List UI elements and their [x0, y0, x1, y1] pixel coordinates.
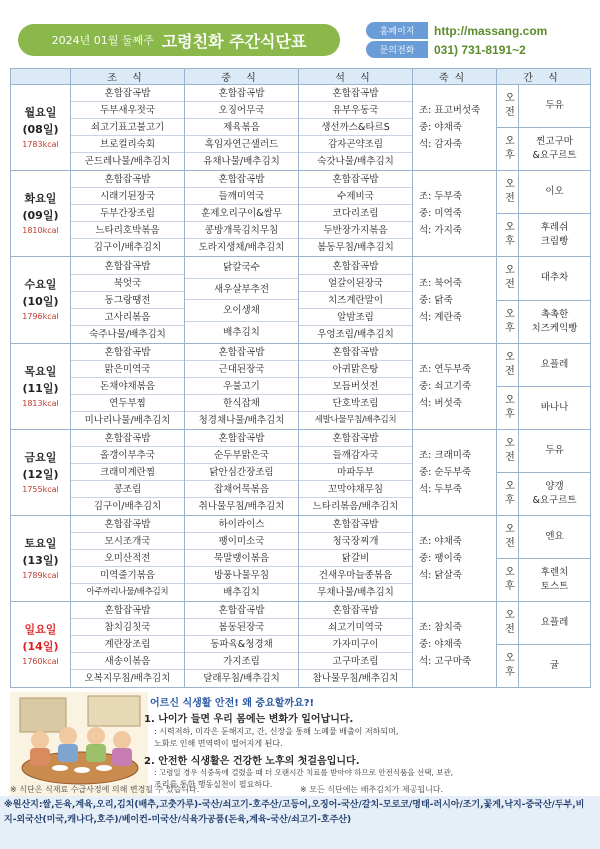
page-title: 고령친화 주간식단표	[161, 31, 307, 51]
breakfast-item: 고사리볶음	[71, 309, 184, 326]
corner-cell	[11, 69, 71, 85]
day-row	[11, 85, 591, 128]
dinner-cell	[299, 85, 413, 171]
dinner-item: 닭갈비	[299, 550, 412, 567]
pm-label: 오후	[497, 559, 519, 602]
snack-pm-item: 귤	[549, 660, 560, 671]
lunch-item: 팽이미소국	[185, 533, 298, 550]
column-header-snack: 간 식	[497, 69, 591, 85]
dinner-item: 얼갈이된장국	[299, 275, 412, 292]
day-calories: 1789kcal	[22, 570, 59, 580]
breakfast-item: 올갱이부추국	[71, 447, 184, 464]
lunch-item: 유채나물/배추김치	[203, 156, 280, 167]
breakfast-cell	[71, 516, 185, 602]
porridge-item: 중: 야채죽	[419, 639, 462, 650]
lunch-item: 혼합잡곡밥	[185, 602, 298, 619]
origin-statement: ※원산지:쌀,돈육,계육,오리,김치(배추,고춧가루)-국산/쇠고기-호주산/고등어,오징어-국산/갈치-모로코/명태-러시아/조기,꽃게,낙지-중국산/두부,비지-외국산(미국,캐나다,호주)/베이컨-미국산/식육가공품(돈육,계육-국산/쇠고기-호주산)	[4, 800, 585, 825]
breakfast-item: 새송이볶음	[71, 653, 184, 670]
day-date: (09일)	[22, 208, 59, 222]
breakfast-item: 미나리나물/배추김치	[84, 415, 171, 426]
dinner-item: 참나물무침/배추김치	[312, 673, 399, 684]
dinner-item: 쇠고기미역국	[299, 619, 412, 636]
dinner-item: 들깨감자국	[299, 447, 412, 464]
porridge-item: 석: 계란죽	[419, 311, 462, 323]
snack-am-item: 엔요	[545, 531, 564, 542]
dinner-item: 혼합잡곡밥	[299, 85, 412, 102]
porridge-item: 조: 표고버섯죽	[419, 105, 481, 116]
porridge-item: 중: 순두부죽	[419, 467, 472, 478]
snack-am-cell	[519, 85, 591, 128]
day-calories: 1755kcal	[22, 484, 59, 494]
dinner-item: 아귀맑은탕	[299, 361, 412, 378]
snack-pm-item: &요구르트	[532, 150, 577, 161]
breakfast-item: 크래미계란찜	[71, 464, 184, 481]
lunch-cell	[185, 85, 299, 171]
porridge-cell	[413, 85, 497, 171]
porridge-item: 조: 북어죽	[419, 277, 462, 289]
day-cell	[11, 257, 71, 344]
lunch-cell	[185, 602, 299, 688]
porridge-item: 석: 감자죽	[419, 139, 462, 150]
day-calories: 1783kcal	[22, 139, 59, 149]
lunch-item: 하이라이스	[185, 516, 298, 533]
lunch-item: 가지조림	[185, 653, 298, 670]
lunch-cell	[185, 516, 299, 602]
porridge-item: 조: 참치죽	[419, 622, 462, 633]
dinner-item: 꼬막야채무침	[299, 481, 412, 498]
dinner-item: 알밤조림	[299, 309, 412, 326]
breakfast-item: 김구이/배추김치	[93, 242, 162, 253]
breakfast-item: 두부새우젓국	[71, 102, 184, 119]
breakfast-item: 느타리호박볶음	[71, 222, 184, 239]
lunch-item: 봄동된장국	[185, 619, 298, 636]
am-label: 오전	[497, 257, 519, 301]
homepage-url[interactable]: http://massang.com	[434, 23, 548, 38]
breakfast-item: 혼합잡곡밥	[71, 171, 184, 188]
dinner-item: 마파두부	[299, 464, 412, 481]
day-row	[11, 257, 591, 301]
dinner-cell	[299, 344, 413, 430]
day-cell	[11, 344, 71, 430]
am-label: 오전	[497, 516, 519, 559]
snack-am-cell	[519, 602, 591, 645]
snack-am-item: 요플레	[540, 617, 569, 628]
snack-pm-cell	[519, 645, 591, 688]
day-name: 토요일	[24, 536, 57, 550]
day-name: 일요일	[24, 622, 57, 636]
porridge-item: 조: 두부죽	[419, 191, 462, 202]
lunch-cell	[185, 257, 299, 344]
info-point-1: 1. 나이가 들면 우리 몸에는 변화가 일어납니다.	[144, 714, 354, 725]
column-header-porridge: 죽식	[413, 69, 497, 85]
porridge-item: 중: 팽이죽	[419, 553, 462, 564]
snack-pm-cell	[519, 300, 591, 344]
porridge-item: 중: 쇠고기죽	[419, 381, 472, 392]
day-calories: 1813kcal	[22, 398, 59, 408]
menu-change-note: ※ 식단은 식재료 수급사정에 의해 변경될 수 있습니다.	[10, 785, 200, 794]
lunch-item: 제육볶음	[185, 119, 298, 136]
dinner-cell	[299, 602, 413, 688]
lunch-item: 새우살부추전	[185, 279, 298, 301]
lunch-item: 취나물무침/배추김치	[198, 501, 285, 512]
snack-pm-cell	[519, 128, 591, 171]
dinner-item: 세발나물무침/배추김치	[314, 415, 397, 425]
info-point-2-detail-2: 조리를 통한 행동실천이 필요하다.	[154, 780, 273, 789]
phone-label: 문의전화	[366, 41, 428, 58]
dinner-item: 봄동무침/배추김치	[317, 242, 394, 253]
day-row	[11, 171, 591, 214]
snack-am-item: 두유	[545, 100, 564, 111]
lunch-item: 훈제오리구이&쌈무	[185, 205, 298, 222]
breakfast-item: 시래기된장국	[71, 188, 184, 205]
dinner-item: 무채나물/배추김치	[317, 587, 394, 598]
day-cell	[11, 85, 71, 171]
snack-pm-item: 양갱	[545, 481, 564, 492]
breakfast-item: 맑은미역국	[71, 361, 184, 378]
weekly-menu-table	[10, 68, 591, 688]
breakfast-item: 혼합잡곡밥	[71, 258, 184, 275]
snack-am-cell	[519, 516, 591, 559]
lunch-item: 닭칼국수	[185, 257, 298, 279]
day-name: 화요일	[24, 191, 57, 205]
lunch-item: 혼합잡곡밥	[185, 430, 298, 447]
porridge-cell	[413, 171, 497, 257]
info-point-1-detail: : 시력저하, 미각은 둔해지고, 간, 신장을 통해 노폐물 배출이 저하되며,	[154, 727, 399, 736]
breakfast-item: 계란장조림	[71, 636, 184, 653]
breakfast-item: 돈채야채볶음	[71, 378, 184, 395]
phone-row	[366, 41, 526, 58]
snack-pm-item: 토스트	[540, 581, 569, 592]
pm-label: 오후	[497, 214, 519, 257]
family-dinner-illustration	[10, 692, 148, 796]
day-row	[11, 430, 591, 473]
day-row	[11, 602, 591, 645]
lunch-cell	[185, 430, 299, 516]
breakfast-item: 곤드레나물/배추김치	[84, 156, 171, 167]
header	[0, 0, 600, 68]
breakfast-item: 오미산적전	[71, 550, 184, 567]
lunch-item: 배추김치	[223, 587, 260, 598]
homepage-row	[366, 22, 547, 39]
snack-pm-item: 크림빵	[540, 236, 569, 247]
senior-safety-info	[10, 692, 590, 798]
day-date: (08일)	[22, 122, 59, 136]
snack-am-cell	[519, 257, 591, 301]
am-label: 오전	[497, 430, 519, 473]
dinner-item: 감자곤약조림	[299, 136, 412, 153]
dinner-item: 단호박조림	[299, 395, 412, 412]
dinner-item: 유부우동국	[299, 102, 412, 119]
lunch-item: 혼합잡곡밥	[185, 171, 298, 188]
snack-pm-item: 바나나	[540, 402, 569, 413]
dinner-item: 건새우마늘종볶음	[299, 567, 412, 584]
breakfast-item: 혼합잡곡밥	[71, 602, 184, 619]
porridge-cell	[413, 257, 497, 344]
dinner-item: 혼합잡곡밥	[299, 516, 412, 533]
breakfast-item: 오복지무침/배추김치	[84, 673, 171, 684]
snack-pm-item: 후레쉬	[540, 222, 569, 233]
day-row	[11, 344, 591, 387]
porridge-item: 석: 고구마죽	[419, 656, 472, 667]
snack-am-item: 이오	[545, 186, 564, 197]
breakfast-item: 모시조개국	[71, 533, 184, 550]
day-name: 월요일	[24, 105, 57, 119]
dinner-item: 치즈계란말이	[299, 292, 412, 309]
day-calories: 1810kcal	[22, 225, 59, 235]
kimchi-note: ※ 모든 식단에는 배추김치가 제공됩니다.	[300, 785, 444, 794]
porridge-item: 석: 가지죽	[419, 225, 462, 236]
snack-am-cell	[519, 344, 591, 387]
lunch-item: 혼합잡곡밥	[185, 344, 298, 361]
breakfast-item: 동그랑땡전	[71, 292, 184, 309]
info-point-2-detail: : 고령일 경우 식중독에 걸렸을 때 더 오랜시간 치료를 받아야 하므로 안전식품을 선택, 보관,	[154, 768, 454, 777]
snack-am-item: 요플레	[540, 359, 569, 370]
breakfast-cell	[71, 85, 185, 171]
day-date: (12일)	[22, 467, 59, 481]
lunch-item: 한식잡채	[185, 395, 298, 412]
dinner-cell	[299, 430, 413, 516]
dinner-item: 청국장찌개	[299, 533, 412, 550]
info-title: 어르신 식생활 안전! 왜 중요할까요?!	[150, 698, 315, 709]
pm-label: 오후	[497, 387, 519, 430]
breakfast-item: 쇠고기표고불고기	[71, 119, 184, 136]
breakfast-item: 혼합잡곡밥	[71, 430, 184, 447]
day-calories: 1760kcal	[22, 656, 59, 666]
porridge-cell	[413, 430, 497, 516]
dinner-cell	[299, 257, 413, 344]
breakfast-item: 두부간장조림	[71, 205, 184, 222]
snack-pm-cell	[519, 559, 591, 602]
dinner-item: 숙갓나물/배추김치	[317, 156, 394, 167]
porridge-item: 석: 닭살죽	[419, 570, 462, 581]
breakfast-item: 혼합잡곡밥	[71, 85, 184, 102]
day-date: (13일)	[22, 553, 59, 567]
breakfast-item: 숙주나물/배추김치	[89, 328, 166, 340]
day-cell	[11, 430, 71, 516]
breakfast-cell	[71, 430, 185, 516]
lunch-item: 방풍나물무침	[185, 567, 298, 584]
dinner-item: 코다리조림	[299, 205, 412, 222]
breakfast-item: 연두부찜	[71, 395, 184, 412]
day-date: (14일)	[22, 639, 59, 653]
breakfast-item: 참치김칫국	[71, 619, 184, 636]
porridge-cell	[413, 602, 497, 688]
day-name: 금요일	[24, 450, 57, 464]
snack-pm-cell	[519, 473, 591, 516]
lunch-item: 콩방개묵김치무침	[185, 222, 298, 239]
dinner-item: 수제비국	[299, 188, 412, 205]
info-point-2: 2. 안전한 식생활은 건강한 노후의 첫걸음입니다.	[144, 756, 360, 767]
snack-am-item: 두유	[545, 445, 564, 456]
lunch-item: 근대된장국	[185, 361, 298, 378]
table-header-row	[11, 69, 591, 85]
dinner-item: 두반장가지볶음	[299, 222, 412, 239]
lunch-cell	[185, 171, 299, 257]
homepage-label: 홈페이지	[366, 22, 428, 39]
dinner-item: 느타리볶음/배추김치	[312, 501, 399, 512]
day-cell	[11, 171, 71, 257]
pm-label: 오후	[497, 128, 519, 171]
porridge-item: 중: 닭죽	[419, 294, 453, 306]
day-name: 목요일	[24, 364, 57, 378]
phone-number: 031) 731-8191~2	[434, 42, 526, 57]
breakfast-cell	[71, 171, 185, 257]
column-header-dinner: 석 식	[299, 69, 413, 85]
dinner-cell	[299, 171, 413, 257]
lunch-item: 묵말랭이볶음	[185, 550, 298, 567]
dinner-item: 혼합잡곡밥	[299, 344, 412, 361]
lunch-item: 우불고기	[185, 378, 298, 395]
lunch-item: 오징어무국	[185, 102, 298, 119]
day-date: (11일)	[22, 381, 59, 395]
snack-pm-item: 치즈케익빵	[531, 322, 578, 334]
year-month: 2024년 01월 둘째주	[51, 34, 154, 47]
porridge-item: 조: 연두부죽	[419, 364, 472, 375]
lunch-item: 동파육&청경채	[185, 636, 298, 653]
breakfast-item: 혼합잡곡밥	[71, 344, 184, 361]
dinner-item: 혼합잡곡밥	[299, 258, 412, 275]
breakfast-cell	[71, 344, 185, 430]
snack-pm-item: 찐고구마	[536, 136, 573, 147]
porridge-cell	[413, 516, 497, 602]
dinner-item: 가자미구이	[299, 636, 412, 653]
day-calories: 1796kcal	[22, 312, 59, 321]
dinner-item: 우엉조림/배추김치	[317, 328, 394, 340]
dinner-item: 모듬버섯전	[299, 378, 412, 395]
porridge-item: 중: 미역죽	[419, 208, 462, 219]
snack-am-cell	[519, 171, 591, 214]
snack-pm-cell	[519, 214, 591, 257]
snack-pm-item: 촉촉한	[540, 308, 569, 320]
breakfast-cell	[71, 257, 185, 344]
lunch-item: 흑임자연근샐러드	[185, 136, 298, 153]
info-point-1-detail-2: 노화로 인해 면역력이 떨어지게 된다.	[154, 739, 283, 748]
dinner-item: 혼합잡곡밥	[299, 171, 412, 188]
breakfast-item: 미역줄기볶음	[71, 567, 184, 584]
column-header-breakfast: 조 식	[71, 69, 185, 85]
lunch-item: 도라지생채/배추김치	[198, 242, 285, 253]
porridge-item: 조: 크래미죽	[419, 450, 472, 461]
dinner-cell	[299, 516, 413, 602]
am-label: 오전	[497, 85, 519, 128]
snack-pm-item: &요구르트	[532, 495, 577, 506]
lunch-cell	[185, 344, 299, 430]
dinner-item: 혼합잡곡밥	[299, 602, 412, 619]
snack-pm-cell	[519, 387, 591, 430]
porridge-item: 중: 야채죽	[419, 122, 462, 133]
lunch-item: 배추김치	[223, 326, 260, 338]
dinner-item: 혼합잡곡밥	[299, 430, 412, 447]
lunch-item: 순두부맑은국	[185, 447, 298, 464]
origin-box	[0, 796, 600, 849]
porridge-item: 석: 두부죽	[419, 484, 462, 495]
porridge-cell	[413, 344, 497, 430]
title-banner	[18, 24, 340, 56]
day-cell	[11, 602, 71, 688]
snack-am-item: 대추차	[540, 272, 569, 284]
am-label: 오전	[497, 344, 519, 387]
dinner-item: 고구마조림	[299, 653, 412, 670]
lunch-item: 잡채어묵볶음	[185, 481, 298, 498]
lunch-item: 혼합잡곡밥	[185, 85, 298, 102]
day-date: (10일)	[22, 295, 59, 308]
breakfast-item: 콩조림	[71, 481, 184, 498]
lunch-item: 닭안심간장조림	[185, 464, 298, 481]
pm-label: 오후	[497, 300, 519, 344]
breakfast-item: 김구이/배추김치	[93, 501, 162, 512]
snack-am-cell	[519, 430, 591, 473]
breakfast-item: 북엇국	[71, 275, 184, 292]
pm-label: 오후	[497, 645, 519, 688]
day-row	[11, 516, 591, 559]
snack-pm-item: 후렌치	[540, 567, 569, 578]
column-header-lunch: 중 식	[185, 69, 299, 85]
am-label: 오전	[497, 171, 519, 214]
breakfast-item: 브로컬리숙회	[71, 136, 184, 153]
lunch-item: 청경채나물/배추김치	[198, 415, 285, 426]
lunch-item: 달래무침/배추김치	[203, 673, 280, 684]
lunch-item: 들깨미역국	[185, 188, 298, 205]
am-label: 오전	[497, 602, 519, 645]
breakfast-item: 혼합잡곡밥	[71, 516, 184, 533]
breakfast-cell	[71, 602, 185, 688]
day-cell	[11, 516, 71, 602]
pm-label: 오후	[497, 473, 519, 516]
day-name: 수요일	[24, 278, 57, 291]
porridge-item: 조: 야채죽	[419, 536, 462, 547]
breakfast-item: 아주까리나물/배추김치	[86, 587, 169, 597]
porridge-item: 석: 버섯죽	[419, 398, 462, 409]
lunch-item: 오이생채	[185, 300, 298, 322]
dinner-item: 생선까스&타르S	[299, 119, 412, 136]
